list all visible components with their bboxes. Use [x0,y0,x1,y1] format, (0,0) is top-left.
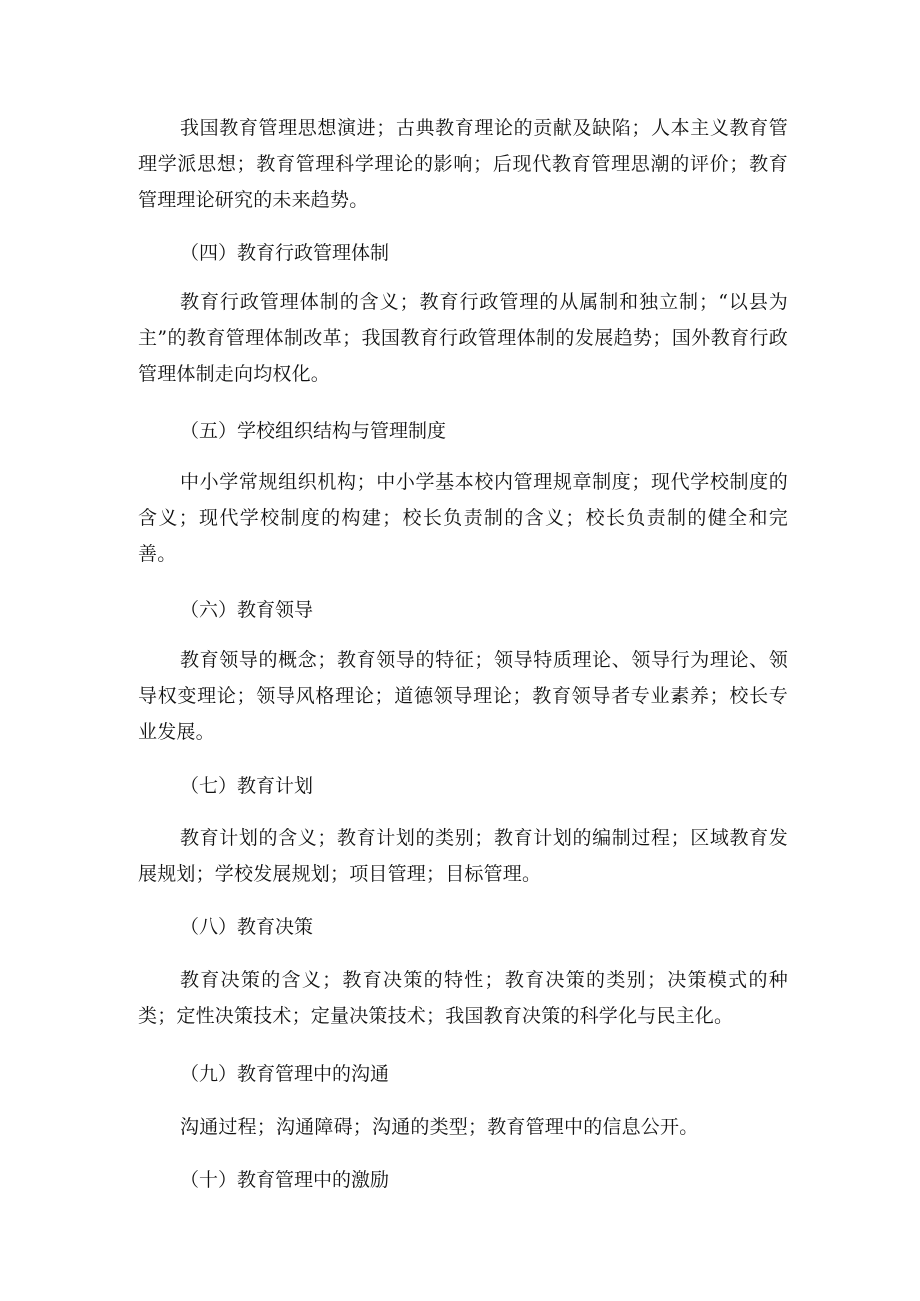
heading-section-4: （四）教育行政管理体制 [180,242,390,264]
heading-section-5: （五）学校组织结构与管理制度 [180,420,447,442]
paragraph-theory-evolution: 我国教育管理思想演进；古典教育理论的贡献及缺陷；人本主义教育管理学派思想；教育管理科学理论的影响；后现代教育管理思潮的评价；教育管理理论研究的未来趋势。 [138,117,788,211]
heading-section-10: （十）教育管理中的激励 [180,1169,390,1191]
heading-section-9: （九）教育管理中的沟通 [180,1063,390,1085]
paragraph-section-8: 教育决策的含义；教育决策的特性；教育决策的类别；决策模式的种类；定性决策技术；定量决策技术；我国教育决策的科学化与民主化。 [138,969,788,1027]
paragraph-section-6: 教育领导的概念；教育领导的特征；领导特质理论、领导行为理论、领导权变理论；领导风格理论；道德领导理论；教育领导者专业素养；校长专业发展。 [138,649,788,743]
paragraph-section-5: 中小学常规组织机构；中小学基本校内管理规章制度；现代学校制度的含义；现代学校制度的构建；校长负责制的含义；校长负责制的健全和完善。 [138,471,788,565]
paragraph-section-9: 沟通过程；沟通障碍；沟通的类型；教育管理中的信息公开。 [180,1116,699,1138]
heading-section-8: （八）教育决策 [180,916,314,938]
paragraph-section-4: 教育行政管理体制的含义；教育行政管理的从属制和独立制；“以县为主”的教育管理体制改革；我国教育行政管理体制的发展趋势；国外教育行政管理体制走向均权化。 [138,291,788,385]
paragraph-section-7: 教育计划的含义；教育计划的类别；教育计划的编制过程；区域教育发展规划；学校发展规划；项目管理；目标管理。 [138,827,788,885]
heading-section-6: （六）教育领导 [180,599,314,621]
heading-section-7: （七）教育计划 [180,775,314,797]
